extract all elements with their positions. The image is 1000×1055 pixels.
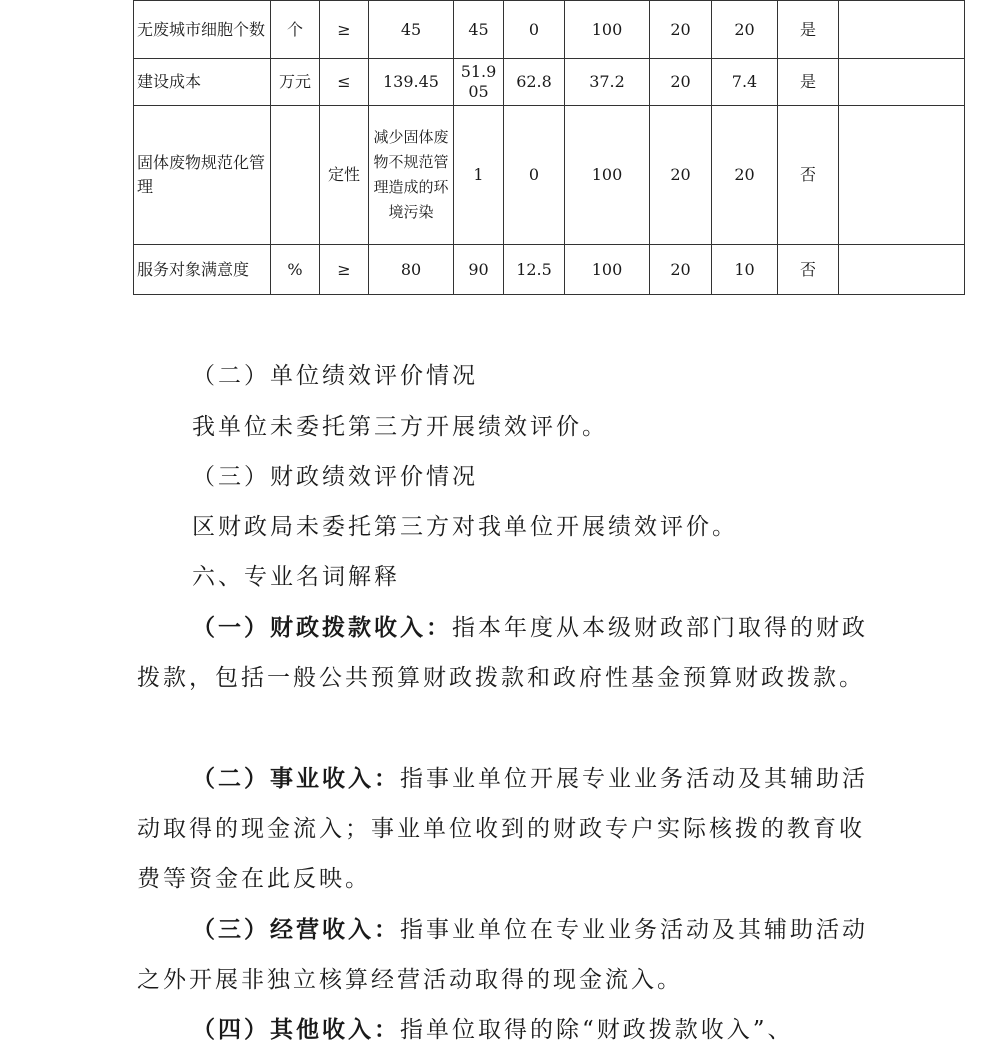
value-cell: 100 bbox=[565, 1, 650, 59]
target-cell: 减少固体废物不规范管理造成的环境污染 bbox=[369, 106, 454, 245]
glossary-item-other-income bbox=[137, 1005, 877, 1055]
indicator-name: 无废城市细胞个数 bbox=[134, 1, 271, 59]
value-cell: 12.5 bbox=[504, 245, 565, 295]
item-text: 指事业单位开展专业业务活动及其辅助活动取得的现金流入；事业单位收到的财政专户实际核拨的教育收费等资金在此反映。 bbox=[137, 766, 868, 892]
fiscal-eval-text: 区财政局未委托第三方对我单位开展绩效评价。 bbox=[192, 514, 738, 540]
flag-cell: 否 bbox=[778, 106, 839, 245]
glossary-item-business-income bbox=[137, 754, 877, 904]
value-cell: 20 bbox=[650, 59, 712, 106]
indicator-name: 建设成本 bbox=[134, 59, 271, 106]
indicator-name: 固体废物规范化管理 bbox=[134, 106, 271, 245]
value-cell: 100 bbox=[565, 106, 650, 245]
note-cell bbox=[839, 245, 965, 295]
item-label: （一）财政拨款收入： bbox=[192, 614, 452, 641]
value-cell: 20 bbox=[650, 245, 712, 295]
actual-cell: 1 bbox=[454, 106, 504, 245]
value-cell: 20 bbox=[712, 1, 778, 59]
actual-cell: 51.905 bbox=[454, 59, 504, 106]
item-label: （二）事业收入： bbox=[192, 765, 400, 792]
table-row bbox=[134, 106, 965, 245]
table-row bbox=[134, 245, 965, 295]
value-cell: 10 bbox=[712, 245, 778, 295]
actual-cell: 90 bbox=[454, 245, 504, 295]
operator-cell: 定性 bbox=[320, 106, 369, 245]
flag-cell: 是 bbox=[778, 59, 839, 106]
item-text: 指事业单位在专业业务活动及其辅助活动之外开展非独立核算经营活动取得的现金流入。 bbox=[137, 917, 868, 993]
table-row bbox=[134, 59, 965, 106]
value-cell: 0 bbox=[504, 106, 565, 245]
fiscal-eval-heading: （三）财政绩效评价情况 bbox=[192, 464, 478, 490]
target-cell: 139.45 bbox=[369, 59, 454, 106]
glossary-item-operating-income bbox=[137, 905, 877, 1005]
glossary-heading: 六、专业名词解释 bbox=[192, 564, 400, 590]
item-text: 指单位取得的除“财政拨款收入”、 bbox=[400, 1017, 794, 1043]
actual-cell: 45 bbox=[454, 1, 504, 59]
target-cell: 45 bbox=[369, 1, 454, 59]
value-cell: 62.8 bbox=[504, 59, 565, 106]
operator-cell: ≥ bbox=[320, 1, 369, 59]
unit-cell: % bbox=[271, 245, 320, 295]
value-cell: 100 bbox=[565, 245, 650, 295]
unit-eval-text: 我单位未委托第三方开展绩效评价。 bbox=[192, 414, 608, 440]
value-cell: 20 bbox=[650, 106, 712, 245]
note-cell bbox=[839, 106, 965, 245]
operator-cell: ≥ bbox=[320, 245, 369, 295]
item-text: 指本年度从本级财政部门取得的财政拨款，包括一般公共预算财政拨款和政府性基金预算财政拨款。 bbox=[137, 615, 868, 691]
unit-cell: 万元 bbox=[271, 59, 320, 106]
item-label: （四）其他收入： bbox=[192, 1016, 400, 1043]
note-cell bbox=[839, 1, 965, 59]
unit-cell: 个 bbox=[271, 1, 320, 59]
indicator-name: 服务对象满意度 bbox=[134, 245, 271, 295]
note-cell bbox=[839, 59, 965, 106]
flag-cell: 否 bbox=[778, 245, 839, 295]
target-cell: 80 bbox=[369, 245, 454, 295]
table-row bbox=[134, 1, 965, 59]
item-label: （三）经营收入： bbox=[192, 916, 400, 943]
value-cell: 20 bbox=[650, 1, 712, 59]
value-cell: 37.2 bbox=[565, 59, 650, 106]
operator-cell: ≤ bbox=[320, 59, 369, 106]
performance-indicator-table bbox=[133, 0, 965, 295]
unit-cell bbox=[271, 106, 320, 245]
unit-eval-heading: （二）单位绩效评价情况 bbox=[192, 363, 478, 389]
glossary-item-fiscal-appropriation bbox=[137, 603, 877, 703]
value-cell: 7.4 bbox=[712, 59, 778, 106]
value-cell: 20 bbox=[712, 106, 778, 245]
flag-cell: 是 bbox=[778, 1, 839, 59]
value-cell: 0 bbox=[504, 1, 565, 59]
